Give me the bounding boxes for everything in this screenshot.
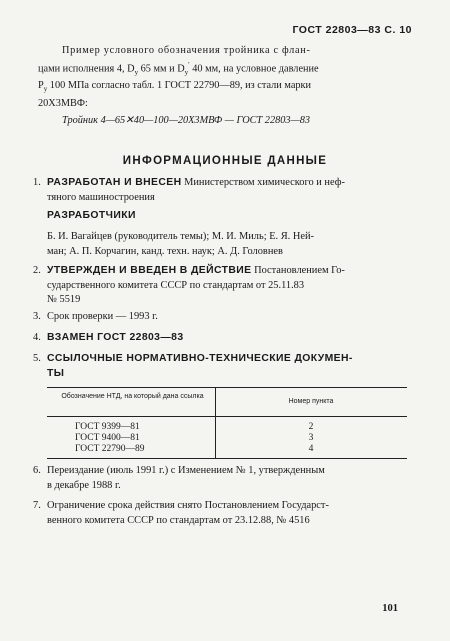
table-header-doc: Обозначение НТД, на который дана ссылка (61, 393, 204, 400)
table-row-3-num: 4 (308, 444, 314, 454)
developers-heading: РАЗРАБОТЧИКИ (47, 210, 136, 221)
info-item-4: 4. ВЗАМЕН ГОСТ 22803—83 (33, 332, 184, 343)
intro-line-4: 20Х3МВФ: (38, 97, 88, 109)
developers-list: Б. И. Вагайцев (руководитель темы); М. И. Миль; Е. Я. Ней- ман; А. П. Корчагин, канд. техн. наук; А. Д. Головнев (47, 231, 314, 257)
designation-example (38, 44, 406, 128)
page-number: 101 (382, 603, 398, 614)
table-row-2-doc: ГОСТ 9400—81 (75, 433, 140, 443)
table-header-rule (47, 416, 407, 417)
info-item-1: 1. РАЗРАБОТАН И ВНЕСЕН Министерством химического и неф- тяного машиностроения (33, 177, 345, 203)
intro-line-3: $P_у$ 100 МПа согласно табл. 1 ГОСТ 22790—89, из стали марки (38, 80, 312, 94)
table-bottom-rule (47, 458, 407, 459)
intro-line-1: Пример условного обозначения тройника с флан- (62, 45, 311, 56)
info-item-3: 3. Срок проверки — 1993 г. (33, 311, 158, 322)
intro-line-2: цами исполнения 4, $D_у$ 65 мм и $D_у'$ 40 мм, на условное давление (38, 61, 319, 77)
table-row-1-doc: ГОСТ 9399—81 (75, 422, 140, 432)
info-item-7: 7. Ограничение срока действия снято Постановлением Государст- венного комитета СССР по стандартам от 23.12.88, № 4516 (33, 500, 329, 526)
section-title: ИНФОРМАЦИОННЫЕ ДАННЫЕ (122, 155, 328, 167)
table-row-3-doc: ГОСТ 22790—89 (75, 444, 145, 454)
designation-example-text: Тройник 4—65✕40—100—20Х3МВФ — ГОСТ 22803—83 (62, 114, 310, 126)
info-item-6: 6. Переиздание (июль 1991 г.) с Изменением № 1, утвержденным в декабре 1988 г. (33, 465, 325, 491)
table-top-rule (47, 387, 407, 388)
info-item-5: 5. ССЫЛОЧНЫЕ НОРМАТИВНО-ТЕХНИЧЕСКИЕ ДОКУМЕН- ТЫ (33, 353, 353, 379)
info-item-2: 2. УТВЕРЖДЕН И ВВЕДЕН В ДЕЙСТВИЕ Постановлением Го- сударственного комитета СССР по стандартам от 25.11.83 № 5519 (33, 265, 345, 305)
page-header: ГОСТ 22803—83 С. 10 (292, 24, 412, 36)
table-row-1-num: 2 (308, 422, 314, 432)
table-header-clause: Номер пункта (288, 398, 334, 405)
table-row-2-num: 3 (308, 433, 314, 443)
